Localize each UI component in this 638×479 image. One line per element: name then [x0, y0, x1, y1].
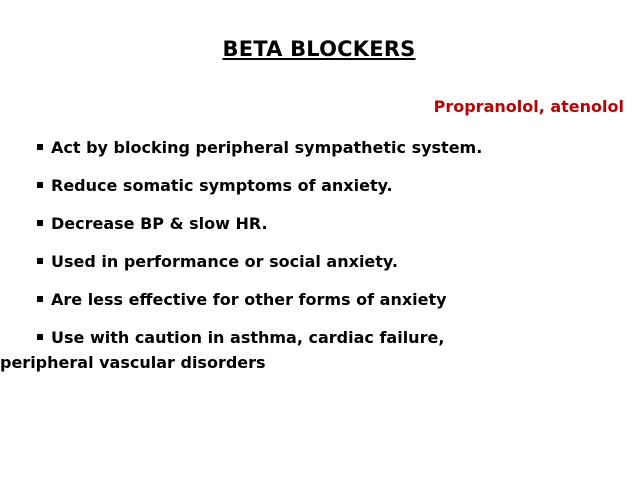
- list-item: [37, 214, 637, 233]
- bullet-text: Act by blocking peripheral sympathetic system.: [51, 138, 483, 157]
- square-bullet-icon: [37, 182, 43, 188]
- list-item: [37, 176, 637, 195]
- bullet-text: Use with caution in asthma, cardiac failure,: [51, 328, 445, 347]
- square-bullet-icon: [37, 220, 43, 226]
- bullet-text: Decrease BP & slow HR.: [51, 214, 268, 233]
- square-bullet-icon: [37, 334, 43, 340]
- bullet-text: Are less effective for other forms of anxiety: [51, 290, 447, 309]
- square-bullet-icon: [37, 296, 43, 302]
- bullet-list: [0, 138, 637, 391]
- slide-subtitle: Propranolol, atenolol: [433, 97, 624, 116]
- square-bullet-icon: [37, 258, 43, 264]
- list-item: [37, 290, 637, 309]
- list-item: [37, 252, 637, 271]
- slide-title: BETA BLOCKERS: [222, 37, 416, 61]
- square-bullet-icon: [37, 144, 43, 150]
- bullet-text: Used in performance or social anxiety.: [51, 252, 398, 271]
- list-item: [0, 328, 637, 372]
- list-item: [37, 138, 637, 157]
- bullet-text: Reduce somatic symptoms of anxiety.: [51, 176, 393, 195]
- bullet-text-continuation: peripheral vascular disorders: [0, 353, 266, 372]
